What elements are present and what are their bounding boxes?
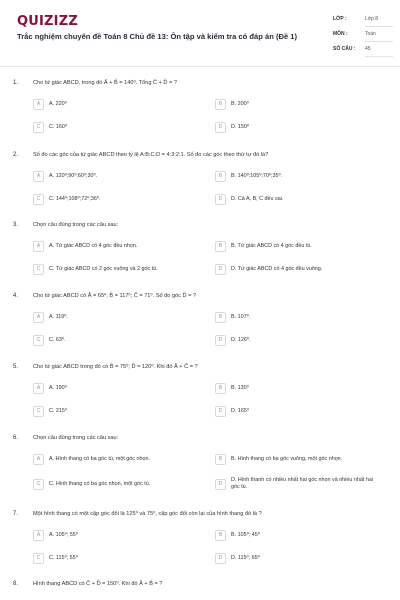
header-divider xyxy=(0,66,400,67)
option-a[interactable] xyxy=(33,99,193,112)
option-d[interactable] xyxy=(215,406,385,419)
option-text: D. Hình thanh có nhiều nhất hai góc nhọn và nhiều nhất hai góc tù. xyxy=(231,477,374,490)
question-text: Chọn câu đúng trong các câu sau: xyxy=(33,222,119,228)
option-text: B. 130⁰ xyxy=(231,385,249,391)
option-letter-badge: C xyxy=(33,479,44,490)
question-number: 4. xyxy=(13,293,19,299)
question-text: Chọn câu đúng trong các câu sau: xyxy=(33,435,119,441)
option-letter-badge: D xyxy=(215,479,226,490)
option-letter-badge: A xyxy=(33,171,44,182)
option-text: C. 160⁰ xyxy=(49,124,68,130)
option-c[interactable] xyxy=(33,479,193,492)
option-letter-badge: A xyxy=(33,241,44,252)
option-text: D. Cả A, B, C đều sai. xyxy=(231,196,284,202)
option-text: C. 63⁰. xyxy=(49,337,66,343)
option-text: D. 165⁰ xyxy=(231,408,250,414)
question-number: 3. xyxy=(13,222,19,228)
option-text: A. Tứ giác ABCD có 4 góc đều nhọn. xyxy=(49,243,138,249)
option-text: A. 220⁰ xyxy=(49,101,67,107)
question-number: 8. xyxy=(13,581,19,587)
option-letter-badge: D xyxy=(215,122,226,133)
option-text: A. 105⁰; 55⁰ xyxy=(49,532,78,538)
option-text: C. Hình thang có ba góc nhọn, một góc tù. xyxy=(49,481,151,487)
meta-value: Lớp 8 xyxy=(365,16,379,22)
option-letter-badge: A xyxy=(33,454,44,465)
question-number: 7. xyxy=(13,511,19,517)
option-letter-badge: C xyxy=(33,194,44,205)
question-number: 5. xyxy=(13,364,19,370)
option-c[interactable] xyxy=(33,122,193,135)
option-d[interactable] xyxy=(215,122,385,135)
option-letter-badge: A xyxy=(33,383,44,394)
option-letter-badge: C xyxy=(33,406,44,417)
option-c[interactable] xyxy=(33,335,193,348)
option-letter-badge: D xyxy=(215,335,226,346)
meta-row-subject xyxy=(333,28,393,43)
option-text: A. 119⁰. xyxy=(49,314,68,320)
option-letter-badge: B xyxy=(215,454,226,465)
option-letter-badge: D xyxy=(215,406,226,417)
option-text: C. Tứ giác ABCD có 2 góc vuông và 2 góc tù. xyxy=(49,266,158,272)
option-letter-badge: B xyxy=(215,241,226,252)
option-letter-badge: C xyxy=(33,122,44,133)
meta-value: Toán xyxy=(365,31,376,37)
option-a[interactable] xyxy=(33,530,193,543)
option-d[interactable] xyxy=(215,553,385,566)
question-text: Hình thang ABCD có Ĉ + D̂ = 150⁰. Khi đó Â + B̂ = ? xyxy=(33,581,163,587)
option-letter-badge: B xyxy=(215,530,226,541)
option-letter-badge: D xyxy=(215,194,226,205)
option-text: A. 120⁰;90⁰;60⁰;30⁰. xyxy=(49,173,98,179)
option-text: B. 105⁰; 45⁰ xyxy=(231,532,260,538)
option-a[interactable] xyxy=(33,312,193,325)
option-c[interactable] xyxy=(33,553,193,566)
option-b[interactable] xyxy=(215,383,385,396)
meta-label: SỐ CÂU : xyxy=(333,46,356,52)
option-text: B. 200⁰ xyxy=(231,101,249,107)
option-letter-badge: D xyxy=(215,553,226,564)
option-c[interactable] xyxy=(33,406,193,419)
meta-row-count xyxy=(333,43,393,58)
worksheet-title: Trắc nghiệm chuyên đề Toán 8 Chủ đề 13: Ôn tập và kiểm tra có đáp án (Đề 1) xyxy=(17,32,298,41)
option-letter-badge: A xyxy=(33,530,44,541)
option-letter-badge: B xyxy=(215,383,226,394)
worksheet-header xyxy=(0,0,400,66)
question-number: 6. xyxy=(13,435,19,441)
option-text: D. 126⁰. xyxy=(231,337,251,343)
option-letter-badge: C xyxy=(33,264,44,275)
question-text: Cho tứ giác ABCD, trong đó Â + B̂ = 140⁰. Tổng Ĉ + D̂ = ? xyxy=(33,80,177,86)
meta-label: LỚP : xyxy=(333,16,347,22)
option-c[interactable] xyxy=(33,194,193,207)
option-letter-badge: B xyxy=(215,312,226,323)
option-a[interactable] xyxy=(33,241,193,254)
option-d[interactable] xyxy=(215,194,385,207)
option-text: C. 144⁰;108⁰;72⁰;36⁰. xyxy=(49,196,101,202)
quizizz-logo: QUIZIZZ xyxy=(17,14,78,29)
worksheet-meta xyxy=(333,13,393,58)
option-text: C. 215⁰ xyxy=(49,408,68,414)
option-letter-badge: A xyxy=(33,99,44,110)
option-letter-badge: B xyxy=(215,99,226,110)
question-number: 2. xyxy=(13,152,19,158)
option-a[interactable] xyxy=(33,454,193,467)
option-d[interactable] xyxy=(215,264,385,277)
option-d[interactable] xyxy=(215,479,385,492)
option-letter-badge: D xyxy=(215,264,226,275)
meta-row-class xyxy=(333,13,393,28)
option-letter-badge: B xyxy=(215,171,226,182)
option-text: A. 190⁰ xyxy=(49,385,67,391)
option-b[interactable] xyxy=(215,530,385,543)
option-b[interactable] xyxy=(215,312,385,325)
option-text: D. 150⁰ xyxy=(231,124,250,130)
option-text: C. 115⁰; 55⁰ xyxy=(49,555,78,561)
option-a[interactable] xyxy=(33,383,193,396)
option-letter-badge: C xyxy=(33,553,44,564)
option-text: B. Tứ giác ABCD có 4 góc đều tù. xyxy=(231,243,312,249)
option-text: B. 140⁰;105⁰;70⁰;35⁰. xyxy=(231,173,283,179)
meta-label: MÔN : xyxy=(333,31,348,37)
meta-underline xyxy=(365,41,393,42)
question-text: Cho tứ giác ABCD có Â = 65⁰; B̂ = 117⁰; Ĉ = 71⁰. Số đo góc D̂ = ? xyxy=(33,293,197,299)
option-text: B. Hình thang có ba góc vuông, một góc nhọn. xyxy=(231,456,343,462)
option-b[interactable] xyxy=(215,99,385,112)
option-b[interactable] xyxy=(215,171,385,184)
option-text: B. 107⁰. xyxy=(231,314,251,320)
option-text: A. Hình thang có ba góc tù, một góc nhọn. xyxy=(49,456,150,462)
option-text: D. 115⁰; 65⁰ xyxy=(231,555,260,561)
meta-underline xyxy=(365,26,393,27)
question-number: 1. xyxy=(13,80,19,86)
option-text: D. Tứ giác ABCD có 4 góc đều vuông. xyxy=(231,266,323,272)
option-a[interactable] xyxy=(33,171,193,184)
option-b[interactable] xyxy=(215,241,385,254)
option-c[interactable] xyxy=(33,264,193,277)
meta-value: 45 xyxy=(365,46,371,52)
meta-underline xyxy=(365,56,393,57)
option-letter-badge: C xyxy=(33,335,44,346)
option-letter-badge: A xyxy=(33,312,44,323)
option-d[interactable] xyxy=(215,335,385,348)
question-text: Một hình thang có một cặp góc đối là 125⁰ và 75⁰, cặp góc đối còn lại của hình thang đó là ? xyxy=(33,511,262,517)
option-b[interactable] xyxy=(215,454,385,467)
question-text: Cho tứ giác ABCD trong đó có B̂ = 75⁰; D̂ = 120⁰. Khi đó Â + Ĉ = ? xyxy=(33,364,198,370)
question-text: Số đo các góc của tứ giác ABCD theo tỷ lệ A:B:C:D = 4:3:2:1. Số đo các góc theo thứ tự đó là? xyxy=(33,152,269,158)
